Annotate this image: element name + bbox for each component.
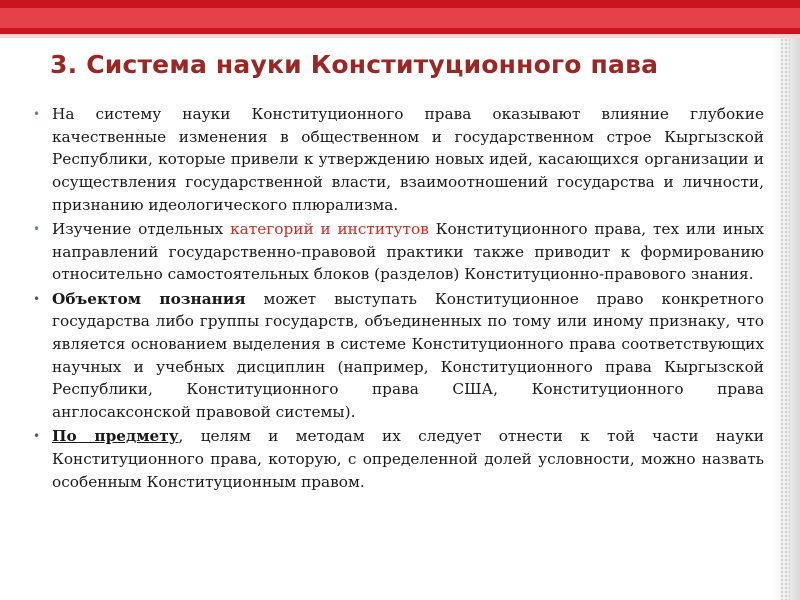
top-band-highlight xyxy=(0,8,800,28)
bullet-item-2-text-before: Изучение отдельных xyxy=(52,220,231,239)
bullet-icon: • xyxy=(33,429,41,444)
bullet-item-2-highlight: категорий и институтов xyxy=(230,220,429,239)
bullet-icon: • xyxy=(33,107,41,121)
bullet-item-3-lead: Объектом познания xyxy=(52,289,246,308)
bullet-item-4 xyxy=(28,425,764,493)
bullet-item-3 xyxy=(28,288,764,424)
slide-title: 3. Система науки Конституционного пава xyxy=(50,50,659,79)
bullet-icon: • xyxy=(33,222,41,237)
right-edge-pattern xyxy=(780,38,790,600)
bullet-item-1-text: На систему науки Конституционного права оказывают влияние глубокие качественные изменения в общественном и государственном строе Кыргызской Республики, которые привели к утверждению новых идей, касающихся организации и осуществления государственной власти, взаимоотношений государства и личности, признанию идеологического плюрализма. xyxy=(52,105,764,214)
bullet-item-3-text: может выступать Конституционное право конкретного государства либо группы государств, объединенных по тому или иному признаку, что является основанием выделения в системе Конституционного права соответствующих научных и учебных дисциплин (например, Конституционного права Кыргызской Республики, Конституционного права США, Конституционного права англосаксонской правовой системы). xyxy=(52,289,764,422)
top-band-stripe xyxy=(0,34,800,38)
bullet-item-4-lead: По предмету xyxy=(52,427,179,446)
bullet-item-1 xyxy=(28,103,764,217)
slide-body xyxy=(28,103,764,495)
bullet-item-4-text: , целям и методам их следует отнести к той части науки Конституционного права, которую, с определенной долей условности, можно назвать особенным Конституционным правом. xyxy=(52,427,764,491)
bullet-item-2-text-after: Конституционного права, тех или иных направлений государственно-правовой практики также приводит к формированию относительно самостоятельных блоков (разделов) Конституционно-правового знания. xyxy=(52,220,764,284)
bullet-icon: • xyxy=(33,291,41,306)
bullet-item-2 xyxy=(28,218,764,286)
